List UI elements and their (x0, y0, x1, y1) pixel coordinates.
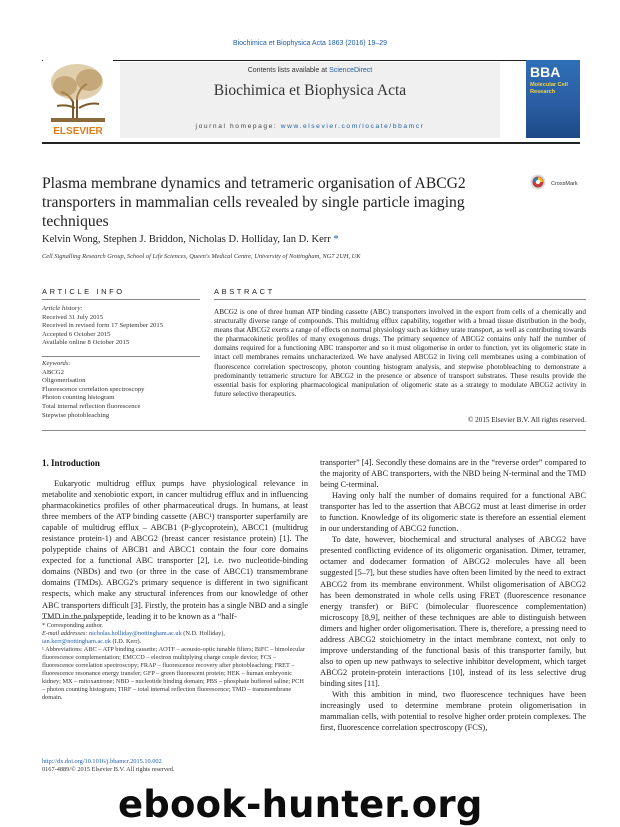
keyword: Photon counting histogram (42, 394, 115, 402)
copyright-line: © 2015 Elsevier B.V. All rights reserved. (467, 416, 586, 424)
history-label: Article history: (42, 305, 83, 312)
history-item: Received 31 July 2015 (42, 313, 104, 321)
abstract-heading: ABSTRACT (214, 287, 275, 296)
affiliation: Cell Signalling Research Group, School of Life Sciences, Queen's Medical Centre, University of Nottingham, NG7 2UH, UK (42, 253, 361, 260)
abstract-text: ABCG2 is one of three human ATP binding cassette (ABC) transporters involved in the export from cells of a chemically and structurally diverse range of compounds. This multidrug efflux capability, together with a broad tissue distribution in the body, means that ABCG2 exerts a range of effects on normal physiology such as kidney urate transport, as well as contributing towards the pharmacokinetic profiles of many exogenous drugs. The primary sequence of ABCG2 contains only half the number of domains required for a functioning ABC transporter and so it must oligomerise in order to function, yet its oligomeric state in intact cell membranes remains uncharacterized. We have analysed ABCG2 in living cell membranes using a combination of fluorescence correlation spectroscopy, photon counting histogram analysis, and stepwise photobleaching to demonstrate a predominantly tetrameric structure for ABCG2 in the presence or absence of transport substrates. These results provide the essential basis for exploring pharmacological manipulation of oligomeric state as a strategy to modulate ABCG2 activity in future selective therapeutics. (214, 308, 586, 398)
elsevier-logo (43, 58, 113, 138)
corresponding-author-mark[interactable]: * (333, 234, 339, 245)
watermark-text: ebook-hunter.org (118, 783, 483, 826)
history-item: Received in revised form 17 September 2015 (42, 322, 164, 330)
cover-title: BBA (530, 64, 561, 80)
intro-left-column (42, 478, 308, 622)
abstract-rule (214, 299, 586, 300)
corresponding-author-note: * Corresponding author. (42, 622, 104, 629)
cover-subtitle: Molecular Cell Research (530, 82, 568, 95)
keyword: Fluorescence correlation spectroscopy (42, 385, 145, 393)
article-title: Plasma membrane dynamics and tetrameric organisation of ABCG2 transporters in mammalian cells revealed by single particle imaging techniques (42, 175, 466, 230)
homepage-link[interactable]: www.elsevier.com/locate/bbamcr (280, 123, 425, 130)
journal-title[interactable]: Biochimica et Biophysica Acta (213, 82, 407, 99)
keyword: Oligomerisation (42, 377, 86, 385)
doi-link[interactable]: http://dx.doi.org/10.1016/j.bbamcr.2015.10.002 (42, 758, 162, 765)
intro-paragraph: Having only half the number of domains required for a functional ABC transporter has led to the assertion that ABCG2 must at least dimerise in order to function. Knowledge of its oligomeric state is therefore an essential element in our understanding of ABCG2 function. (320, 491, 586, 534)
email-note: ian.kerr@nottingham.ac.uk (I.D. Kerr). (42, 638, 142, 645)
keyword: Total internal reflection fluorescence (42, 402, 141, 410)
journal-reference[interactable]: Biochimica et Biophysica Acta 1863 (2016) 19–29 (232, 40, 388, 47)
keywords-list (42, 360, 202, 420)
intro-right-column (320, 457, 586, 733)
keyword: Stepwise photobleaching (42, 411, 110, 419)
doi-block (42, 758, 175, 774)
article-info-rule (42, 299, 200, 300)
footnote-rule (42, 618, 102, 619)
contents-line (120, 67, 500, 74)
issn-line: 0167-4889/© 2015 Elsevier B.V. All rights reserved. (42, 766, 175, 773)
sciencedirect-link[interactable]: ScienceDirect (329, 67, 373, 74)
header-divider (42, 142, 580, 144)
publisher-logo-text: ELSEVIER (53, 126, 103, 137)
contents-prefix: Contents lists available at (247, 67, 330, 74)
intro-paragraph: Eukaryotic multidrug efflux pumps have physiological relevance in metabolite and xenobiotic export, in cancer multidrug efflux and in influencing pharmacokinetics profiles of other pharmaceutical drugs. In humans, at least three members of the ATP binding cassette (ABC¹) transporter superfamily are capable of multidrug efflux – ABCB1 (P-glycoprotein), ABCC1 (multidrug resistance protein-1) and ABCG2 (breast cancer resistance protein) [1]. The polypeptide chains of ABCB1 and ABCC1 contain the four core domains expected for a functional ABC transporter [2], i.e. two nucleotide-binding domains (NBDs) and two (or three in the case of ABCC1) transmembrane domains (TMDs). ABCG2's primary sequence is different in two significant respects, which make any structural inferences from our knowledge of other ABC transporters difficult [3]. Firstly, the protein has a single NBD and a single TMD in the polypeptide, leading it to be known as a “half- (42, 479, 308, 621)
email-note: E-mail addresses: nicholas.holliday@nottingham.ac.uk (N.D. Holliday), (42, 630, 225, 637)
author-list (42, 234, 339, 245)
article-history (42, 305, 202, 348)
history-item: Available online 8 October 2015 (42, 339, 130, 347)
keyword: ABCG2 (42, 368, 64, 376)
email-link[interactable]: ian.kerr@nottingham.ac.uk (42, 638, 111, 645)
homepage-prefix: journal homepage: (195, 123, 281, 130)
history-item: Accepted 6 October 2015 (42, 330, 111, 338)
keywords-rule (42, 356, 200, 357)
keywords-label: Keywords: (42, 360, 71, 367)
crossmark-label[interactable]: CrossMark (551, 181, 578, 187)
email-link[interactable]: nicholas.holliday@nottingham.ac.uk (89, 630, 182, 637)
intro-paragraph: With this ambition in mind, two fluorescence techniques have been increasingly used to determine membrane protein oligomerisation in mammalian cells, with potential to resolve higher order protein complexes. The first, fluorescence correlation spectroscopy (FCS), (320, 689, 586, 733)
article-info-heading: ARTICLE INFO (42, 287, 125, 296)
authors-names: Kelvin Wong, Stephen J. Briddon, Nicholas D. Holliday, Ian D. Kerr (42, 234, 331, 245)
abbreviations-note: ¹ Abbreviations: ABC – ATP binding cassette; AOTF – acousto-optic tunable filters; BiFC – bimolecular fluorescence complementation; EMCCD – electron multiplying charge couple device; FCS – fluorescence correlation spectroscopy; FRAP – fluorescence recovery after photobleaching; FRET – fluorescence resonance energy transfer; GFP – green fluorescent protein; HEK – human embryonic kidney; MX – mitoxantrone; NBD – nucleotide binding domain; PBS – phosphate buffered saline; PCH – photon counting histogram; TIRF – total internal reflection fluorescence; TMD – transmembrane domain. (42, 646, 305, 701)
footnotes (42, 622, 308, 702)
intro-paragraph: To date, however, biochemical and structural analyses of ABCG2 have presented conflicting evidence of its oligomeric organisation. Dimer, tetramer, octamer and dodecamer formation of ABCG2 molecules have all been suggested [5–7], but these studies have often been limited by the need to extract ABCG2 from its membrane environment. Whilst oligomerisation of ABCG2 has been demonstrated in whole cells using FRET (fluorescence resonance energy transfer) or BiFC (bimolecular fluorescence complementation) microscopy [8,9], neither of these techniques are able to distinguish between dimers and higher order oligomerisation. There is, therefore, a pressing need to address ABCG2 stoichiometry in the intact membrane context, not only to improve understanding of the functional basis of this transporter family, but also to open up new pathways to selective inhibitor development, which target ABCG2 protein-protein interactions [10], instead of its less selective drug binding sites [11]. (320, 535, 586, 688)
abstract-bottom-rule (42, 430, 586, 431)
intro-paragraph: transporter” [4]. Secondly these domains are in the “reverse order” compared to the majority of ABC transporters, with the NBD being N-terminal and the TMD being C-terminal. (320, 458, 586, 490)
introduction-heading: 1. Introduction (42, 458, 100, 468)
journal-homepage (120, 123, 500, 130)
